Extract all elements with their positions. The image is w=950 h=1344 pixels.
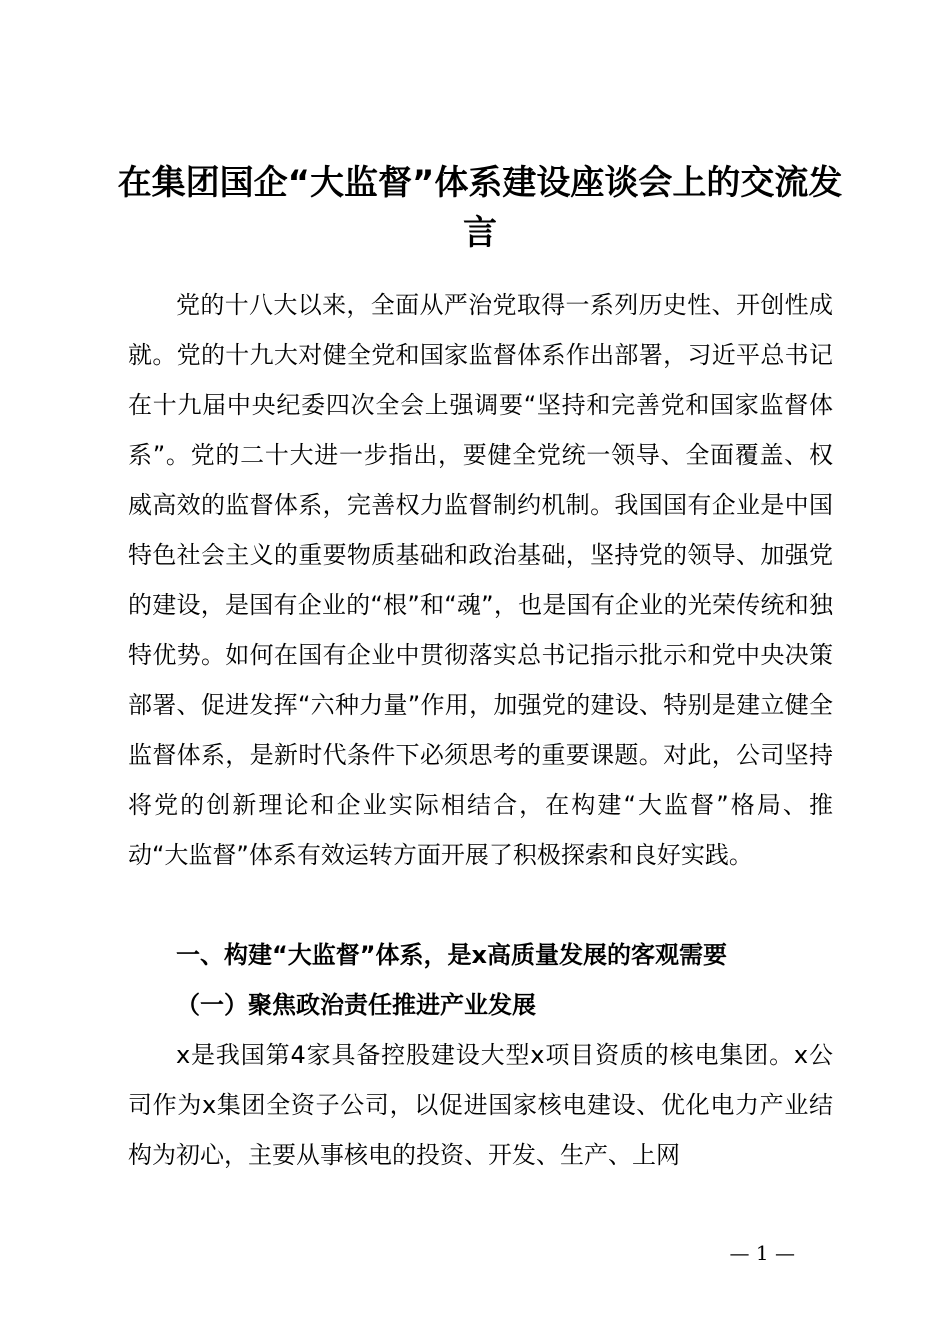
body-paragraph-intro: 党的十八大以来，全面从严治党取得一系列历史性、开创性成就。党的十九大对健全党和国家监督体系作出部署，习近平总书记在十九届中央纪委四次全会上强调要“坚持和完善党和国家监督体系”。党的二十大进一步指出，要健全党统一领导、全面覆盖、权威高效的监督体系，完善权力监督制约机制。我国国有企业是中国特色社会主义的重要物质基础和政治基础，坚持党的领导、加强党的建设，是国有企业的“根”和“魂”，也是国有企业的光荣传统和独特优势。如何在国有企业中贯彻落实总书记指示批示和党中央决策部署、促进发挥“六种力量”作用，加强党的建设、特别是建立健全监督体系，是新时代条件下必须思考的重要课题。对此，公司坚持将党的创新理论和企业实际相结合，在构建“大监督”格局、推动“大监督”体系有效运转方面开展了积极探索和良好实践。 (128, 291, 833, 869)
page-number: — 1 — (729, 1241, 795, 1265)
document-title: 在集团国企“大监督”体系建设座谈会上的交流发言 (117, 163, 843, 253)
section-heading-1: 一、构建“大监督”体系，是x高质量发展的客观需要 (176, 941, 728, 969)
body-paragraph-company: x是我国第4家具备控股建设大型x项目资质的核电集团。x公司作为x集团全资子公司，以促进国家核电建设、优化电力产业结构为初心，主要从事核电的投资、开发、生产、上网 (128, 1041, 833, 1169)
subsection-heading-1: （一）聚焦政治责任推进产业发展 (176, 991, 536, 1019)
